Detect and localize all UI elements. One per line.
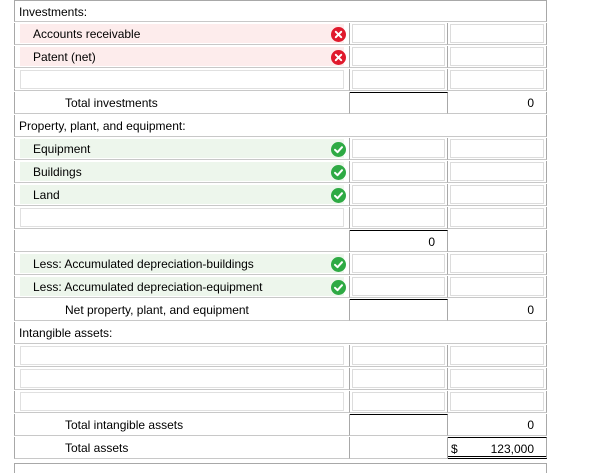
blank-row [14,368,547,391]
total-input[interactable] [450,70,544,89]
net-ppe-label: Net property, plant, and equipment [65,303,249,317]
intangible-header: Intangible assets: [19,326,113,340]
total-input[interactable] [450,47,544,66]
balance-sheet [14,0,547,460]
amount-input[interactable] [352,185,445,204]
ppe-subtotal-value: 0 [428,235,435,249]
blank-select[interactable] [20,70,344,89]
equipment-row [14,138,547,161]
total-investments-value: 0 [527,96,534,110]
check-circle-icon [331,257,346,272]
less-dep-buildings-row [14,253,547,276]
check-circle-icon [331,188,346,203]
x-circle-icon [331,27,346,42]
blank-row [14,69,547,92]
total-input[interactable] [450,208,544,227]
total-intangible-label: Total intangible assets [65,418,184,432]
total-assets-label: Total assets [65,441,129,455]
intangible-header-row [14,322,547,345]
total-input[interactable] [450,277,544,296]
blank-row [14,391,547,414]
total-input[interactable] [450,392,544,411]
less-dep-equipment-label: Less: Accumulated depreciation-equipment [33,280,263,294]
net-ppe-row [14,299,547,322]
buildings-row [14,161,547,184]
total-assets-row [14,437,547,460]
total-intangible-row [14,414,547,437]
blank-select[interactable] [20,392,344,411]
amount-input[interactable] [352,24,445,43]
ppe-header: Property, plant, and equipment: [19,119,186,133]
patent-net-label: Patent (net) [33,50,96,64]
blank-select[interactable] [20,346,344,365]
total-assets-value: 123,000 [490,442,534,456]
investments-header-row [14,0,547,23]
equipment-label: Equipment [33,142,91,156]
blank-select[interactable] [20,369,344,388]
investments-header: Investments: [19,5,88,19]
amount-input[interactable] [352,346,445,365]
total-investments-label: Total investments [65,96,158,110]
x-circle-icon [331,50,346,65]
amount-input[interactable] [352,369,445,388]
currency-symbol: $ [451,442,458,456]
less-dep-buildings-label: Less: Accumulated depreciation-buildings [33,257,254,271]
next-section-cutoff [14,463,547,473]
total-input[interactable] [450,24,544,43]
less-dep-equipment-row [14,276,547,299]
check-circle-icon [331,280,346,295]
total-input[interactable] [450,162,544,181]
total-investments-row [14,92,547,115]
amount-input[interactable] [352,139,445,158]
land-select[interactable] [20,185,344,204]
total-intangible-value: 0 [527,418,534,432]
amount-input[interactable] [352,47,445,66]
ppe-header-row [14,115,547,138]
net-ppe-value: 0 [527,303,534,317]
amount-input[interactable] [352,392,445,411]
land-row [14,184,547,207]
accounts-receivable-row [14,23,547,46]
check-circle-icon [331,142,346,157]
total-input[interactable] [450,254,544,273]
buildings-label: Buildings [33,165,82,179]
blank-select[interactable] [20,208,344,227]
amount-input[interactable] [352,70,445,89]
total-input[interactable] [450,346,544,365]
patent-net-row [14,46,547,69]
blank-row [14,207,547,230]
blank-row [14,345,547,368]
amount-input[interactable] [352,254,445,273]
total-input[interactable] [450,369,544,388]
amount-input[interactable] [352,277,445,296]
land-label: Land [33,188,60,202]
ppe-subtotal-row [14,230,547,253]
total-input[interactable] [450,139,544,158]
accounts-receivable-label: Accounts receivable [33,27,141,41]
amount-input[interactable] [352,208,445,227]
total-input[interactable] [450,185,544,204]
amount-input[interactable] [352,162,445,181]
check-circle-icon [331,165,346,180]
